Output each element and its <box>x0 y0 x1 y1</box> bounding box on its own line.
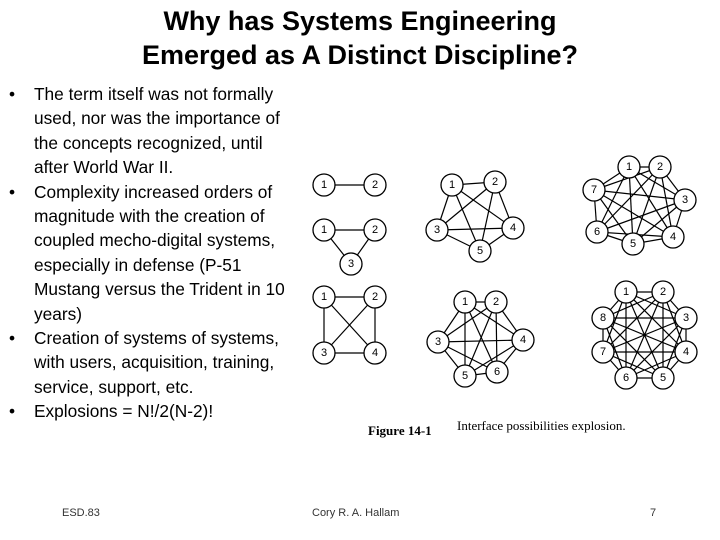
bullet-icon: • <box>9 84 16 104</box>
graph-node-label: 5 <box>476 245 484 257</box>
graph-node <box>512 329 534 351</box>
footer-page-number: 7 <box>650 507 657 519</box>
graph-node <box>364 174 386 196</box>
graph-node-label: 6 <box>622 372 630 384</box>
slide-title-line-2: Emerged as A Distinct Discipline? <box>141 40 579 70</box>
graph-node-label: 5 <box>659 372 667 384</box>
graph-node <box>586 221 608 243</box>
graph-node-label: 1 <box>448 179 456 191</box>
graph-8-nodes <box>592 281 697 389</box>
graph-node <box>674 189 696 211</box>
graph-node-label: 4 <box>669 231 677 243</box>
graph-6-nodes <box>427 291 534 387</box>
graph-node <box>426 219 448 241</box>
graph-node-label: 1 <box>320 179 328 191</box>
graph-node-label: 7 <box>590 184 598 196</box>
bullet-text: The term itself was not formally used, nor was the importance of the concepts recognized, until after World War II. <box>34 84 280 178</box>
graph-node <box>652 281 674 303</box>
graph-node <box>454 291 476 313</box>
graph-node <box>592 307 614 329</box>
graph-node <box>622 233 644 255</box>
graph-node <box>313 342 335 364</box>
bullet-icon: • <box>9 328 16 349</box>
graph-node-label: 2 <box>656 161 664 173</box>
graph-node <box>427 331 449 353</box>
bullet-text: Explosions = N!/2(N-2)! <box>34 401 214 422</box>
graph-node <box>484 171 506 193</box>
graph-node-label: 2 <box>371 224 379 236</box>
graph-node-label: 1 <box>461 296 469 308</box>
graph-7-nodes <box>583 156 696 255</box>
graph-node-label: 3 <box>682 312 690 324</box>
graph-node-label: 2 <box>491 176 499 188</box>
graph-node <box>485 291 507 313</box>
graph-2-nodes <box>313 174 386 196</box>
graph-node-label: 4 <box>371 347 379 359</box>
graph-node <box>486 361 508 383</box>
graph-node-label: 2 <box>371 179 379 191</box>
bullet-item <box>6 82 298 180</box>
graph-node <box>364 286 386 308</box>
graph-4-nodes <box>313 286 386 364</box>
graph-node-label: 3 <box>434 336 442 348</box>
graph-node-label: 1 <box>320 224 328 236</box>
figure-caption-text: Interface possibilities explosion. <box>457 418 626 433</box>
graph-node-label: 5 <box>629 238 637 250</box>
bullet-list <box>6 82 298 424</box>
graph-node <box>652 367 674 389</box>
graph-node <box>675 307 697 329</box>
graph-node-label: 1 <box>622 286 630 298</box>
bullet-text: Complexity increased orders of magnitude with the creation of coupled mecho-digital systems, especially in defense (P-51 Mustang versus the Trident in 10 years) <box>34 181 285 324</box>
graph-node-label: 4 <box>519 334 527 346</box>
graph-node-label: 3 <box>433 224 441 236</box>
graph-node <box>649 156 671 178</box>
slide-title-line-1: Why has Systems Engineering <box>163 6 557 36</box>
graph-node <box>583 179 605 201</box>
bullet-icon: • <box>9 401 16 422</box>
network-graphs <box>313 156 697 389</box>
interface-explosion-figure <box>300 150 720 450</box>
graph-node <box>313 286 335 308</box>
graph-node <box>469 240 491 262</box>
graph-node <box>364 342 386 364</box>
graph-3-nodes <box>313 219 386 275</box>
graph-node <box>662 226 684 248</box>
graph-node-label: 8 <box>599 312 607 324</box>
graph-node-label: 2 <box>492 296 500 308</box>
graph-node-label: 2 <box>659 286 667 298</box>
graph-node-label: 6 <box>493 366 501 378</box>
bullet-item <box>6 180 298 326</box>
bullet-icon: • <box>9 181 16 202</box>
graph-node <box>313 174 335 196</box>
bullet-text: Creation of systems of systems, with users, acquisition, training, service, support, etc. <box>34 328 279 397</box>
graph-node <box>313 219 335 241</box>
slide-title <box>0 4 720 72</box>
footer-author: Cory R. A. Hallam <box>312 507 400 519</box>
graph-node <box>615 367 637 389</box>
graph-node <box>502 217 524 239</box>
graph-node-label: 6 <box>593 226 601 238</box>
graph-node-label: 3 <box>681 194 689 206</box>
graph-node-label: 4 <box>509 222 517 234</box>
graph-node <box>441 174 463 196</box>
graph-node-label: 7 <box>599 346 607 358</box>
graph-node-label: 4 <box>682 346 690 358</box>
graph-node <box>618 156 640 178</box>
graph-node <box>454 365 476 387</box>
graph-node-label: 3 <box>347 258 355 270</box>
graph-node <box>340 253 362 275</box>
graph-5-nodes <box>426 171 524 262</box>
graph-node-label: 2 <box>371 291 379 303</box>
graph-node-label: 1 <box>320 291 328 303</box>
graph-node-label: 1 <box>625 161 633 173</box>
graph-node-label: 3 <box>320 347 328 359</box>
bullet-item <box>6 326 298 399</box>
footer-course: ESD.83 <box>62 507 100 519</box>
graph-node <box>364 219 386 241</box>
graph-node <box>592 341 614 363</box>
graph-node <box>615 281 637 303</box>
graph-node <box>675 341 697 363</box>
graph-node-label: 5 <box>461 370 469 382</box>
bullet-item <box>6 399 298 423</box>
figure-caption-number: Figure 14-1 <box>368 423 432 438</box>
